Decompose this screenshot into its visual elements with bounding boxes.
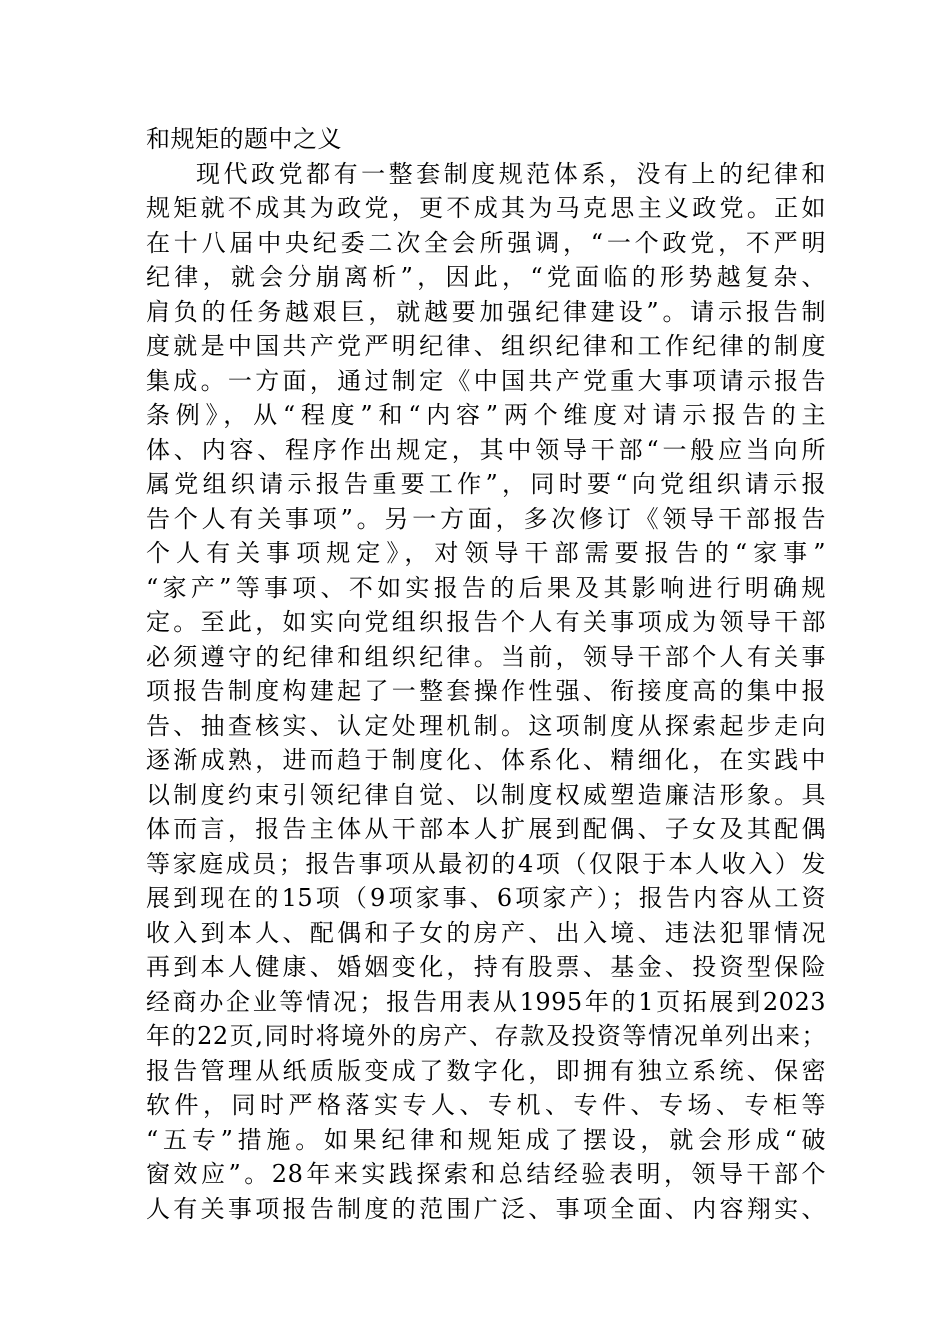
- text-line: 肩负的任务越艰巨，就越要加强纪律建设”。请示报告制: [146, 297, 826, 326]
- text-line: 规矩就不成其为政党，更不成其为马克思主义政党。正如: [146, 194, 826, 222]
- text-line: 告、抽查核实、认定处理机制。这项制度从探索起步走向: [146, 711, 826, 740]
- text-line: 逐渐成熟，进而趋于制度化、体系化、精细化，在实践中: [146, 746, 826, 774]
- text-line: 体而言，报告主体从干部本人扩展到配偶、子女及其配偶: [146, 815, 826, 843]
- text-line: 再到本人健康、婚姻变化，持有股票、基金、投资型保险: [146, 953, 826, 981]
- text-line: 年的22页,同时将境外的房产、存款及投资等情况单列出来；: [146, 1022, 826, 1050]
- text-line: 必须遵守的纪律和组织纪律。当前，领导干部个人有关事: [146, 642, 826, 671]
- text-line: 软件，同时严格落实专人、专机、专件、专场、专柜等: [146, 1091, 826, 1119]
- text-line: 窗效应”。28年来实践探索和总结经验表明，领导干部个: [146, 1160, 826, 1188]
- text-line: 人有关事项报告制度的范围广泛、事项全面、内容翔实、: [146, 1194, 826, 1223]
- text-line: 纪律，就会分崩离析”，因此，“党面临的形势越复杂、: [146, 263, 826, 291]
- text-line: 经商办企业等情况；报告用表从1995年的1页拓展到2023: [146, 987, 826, 1016]
- text-line: 报告管理从纸质版变成了数字化，即拥有独立系统、保密: [146, 1056, 826, 1085]
- text-line: 告个人有关事项”。另一方面，多次修订《领导干部报告: [146, 504, 826, 533]
- text-line: 等家庭成员；报告事项从最初的4项（仅限于本人收入）发: [146, 849, 826, 878]
- text-line: 展到现在的15项（9项家事、6项家产）；报告内容从工资: [146, 884, 826, 912]
- text-line: 属党组织请示报告重要工作”，同时要“向党组织请示报: [146, 470, 826, 498]
- text-line: 个人有关事项规定》，对领导干部需要报告的“家事”: [146, 539, 826, 567]
- text-line: 条例》，从“程度”和“内容”两个维度对请示报告的主: [146, 401, 826, 429]
- text-line: “五专”措施。如果纪律和规矩成了摆设，就会形成“破: [146, 1125, 826, 1154]
- text-line: 体、内容、程序作出规定，其中领导干部“一般应当向所: [146, 435, 826, 464]
- text-line: 现代政党都有一整套制度规范体系，没有上的纪律和: [196, 159, 826, 188]
- text-line: “家产”等事项、不如实报告的后果及其影响进行明确规: [146, 573, 826, 602]
- text-line: 集成。一方面，通过制定《中国共产党重大事项请示报告: [146, 366, 826, 395]
- body-text: [146, 122, 826, 1226]
- text-line: 在十八届中央纪委二次全会所强调，“一个政党，不严明: [146, 228, 826, 257]
- text-line: 项报告制度构建起了一整套操作性强、衔接度高的集中报: [146, 677, 826, 705]
- text-line: 以制度约束引领纪律自觉、以制度权威塑造廉洁形象。具: [146, 780, 826, 809]
- text-line: 度就是中国共产党严明纪律、组织纪律和工作纪律的制度: [146, 332, 826, 360]
- text-line: 和规矩的题中之义: [146, 125, 342, 153]
- text-line: 收入到本人、配偶和子女的房产、出入境、违法犯罪情况: [146, 918, 826, 947]
- text-line: 定。至此，如实向党组织报告个人有关事项成为领导干部: [146, 608, 826, 636]
